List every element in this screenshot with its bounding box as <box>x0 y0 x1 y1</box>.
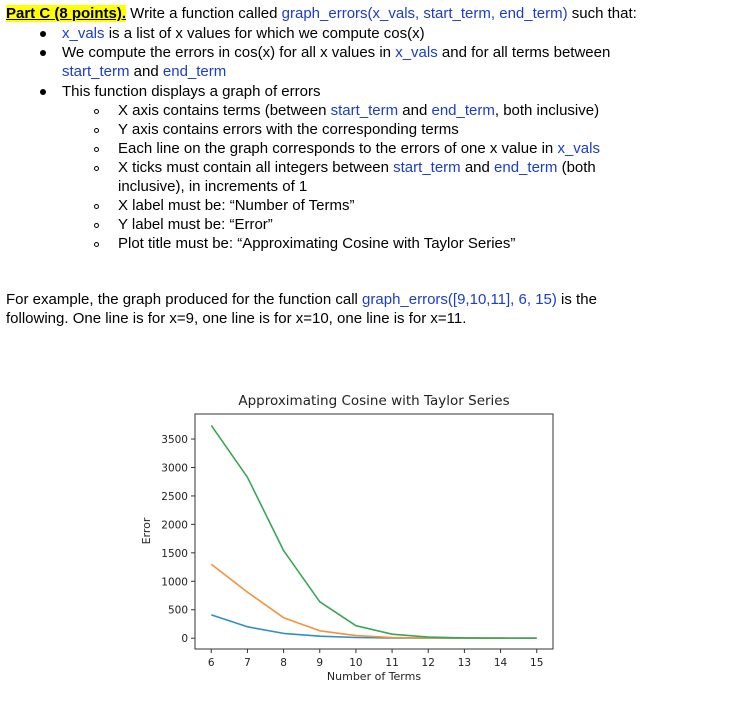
x-tick-label: 11 <box>385 657 399 669</box>
code-term: end_term <box>494 159 558 176</box>
y-axis-label: Error <box>140 517 153 545</box>
x-tick-label: 14 <box>493 657 508 669</box>
bullet-text: X ticks must contain all integers between <box>118 159 394 176</box>
series-group <box>211 425 536 638</box>
example-call: graph_errors([9,10,11], 6, 15) <box>362 291 557 308</box>
y-tick-label: 1000 <box>161 576 188 589</box>
bullet-text: and <box>129 63 163 80</box>
x-tick-label: 6 <box>207 657 215 669</box>
bullet-text: (both <box>557 159 596 176</box>
function-signature: graph_errors(x_vals, start_term, end_term) <box>281 5 568 22</box>
code-term: start_term <box>393 159 461 176</box>
x-tick-label: 12 <box>421 657 435 669</box>
bullet-text: inclusive), in increments of 1 <box>118 178 308 195</box>
part-tag: Part C (8 points). <box>6 5 127 22</box>
example-text: is the <box>556 291 597 308</box>
bullet-text: , both inclusive) <box>494 102 600 119</box>
bullet-text: Y label must be: “Error” <box>118 216 273 233</box>
bullet-text: X axis contains terms (between <box>118 102 331 119</box>
series-line-0 <box>211 615 536 638</box>
bullet-text: Plot title must be: “Approximating Cosine with Taylor Series” <box>118 235 516 252</box>
x-tick-label: 10 <box>349 657 363 669</box>
plot-frame <box>195 414 553 649</box>
x-tick-label: 15 <box>530 657 544 669</box>
code-term: start_term <box>330 102 399 119</box>
heading-text: Write a function called <box>126 5 282 22</box>
x-tick-label: 8 <box>280 657 287 669</box>
series-line-1 <box>211 564 536 638</box>
y-tick-label: 0 <box>181 633 188 646</box>
code-term: end_term <box>431 102 495 119</box>
code-term: x_vals <box>557 140 600 157</box>
chart-title: Approximating Cosine with Taylor Series <box>238 393 510 409</box>
y-tick-label: 2500 <box>161 490 188 503</box>
y-tick-label: 3000 <box>161 462 188 475</box>
example-text: following. One line is for x=9, one line is for x=10, one line is for x=11. <box>6 310 467 327</box>
bullet-text: is a list of x values for which we compute cos(x) <box>104 25 425 42</box>
x-axis <box>208 649 543 669</box>
bullet-text: Each line on the graph corresponds to the errors of one x value in <box>118 140 558 157</box>
bullet-text: This function displays a graph of errors <box>62 83 321 100</box>
bullet-text: We compute the errors in cos(x) for all x values in <box>62 44 396 61</box>
y-tick-label: 500 <box>167 604 188 617</box>
bullet-text: Y axis contains errors with the corresponding terms <box>118 121 459 138</box>
x-tick-label: 13 <box>457 657 472 669</box>
x-tick-label: 9 <box>316 657 324 669</box>
bullet-text: and for all terms between <box>437 44 611 61</box>
y-tick-label: 2000 <box>161 519 188 532</box>
bullet-text: X label must be: “Number of Terms” <box>118 197 355 214</box>
bullet-text: and <box>398 102 432 119</box>
code-term: end_term <box>162 63 227 80</box>
bullet-text: and <box>460 159 495 176</box>
series-line-2 <box>211 425 536 638</box>
code-term: x_vals <box>62 25 105 42</box>
example-text: For example, the graph produced for the function call <box>6 291 363 308</box>
x-tick-label: 7 <box>244 657 251 669</box>
heading-text-end: such that: <box>567 5 637 22</box>
code-term: x_vals <box>395 44 438 61</box>
y-tick-label: 3500 <box>161 434 188 447</box>
code-term: start_term <box>62 63 130 80</box>
y-tick-label: 1500 <box>161 547 188 560</box>
y-axis <box>161 434 195 645</box>
x-axis-label: Number of Terms <box>326 670 422 683</box>
